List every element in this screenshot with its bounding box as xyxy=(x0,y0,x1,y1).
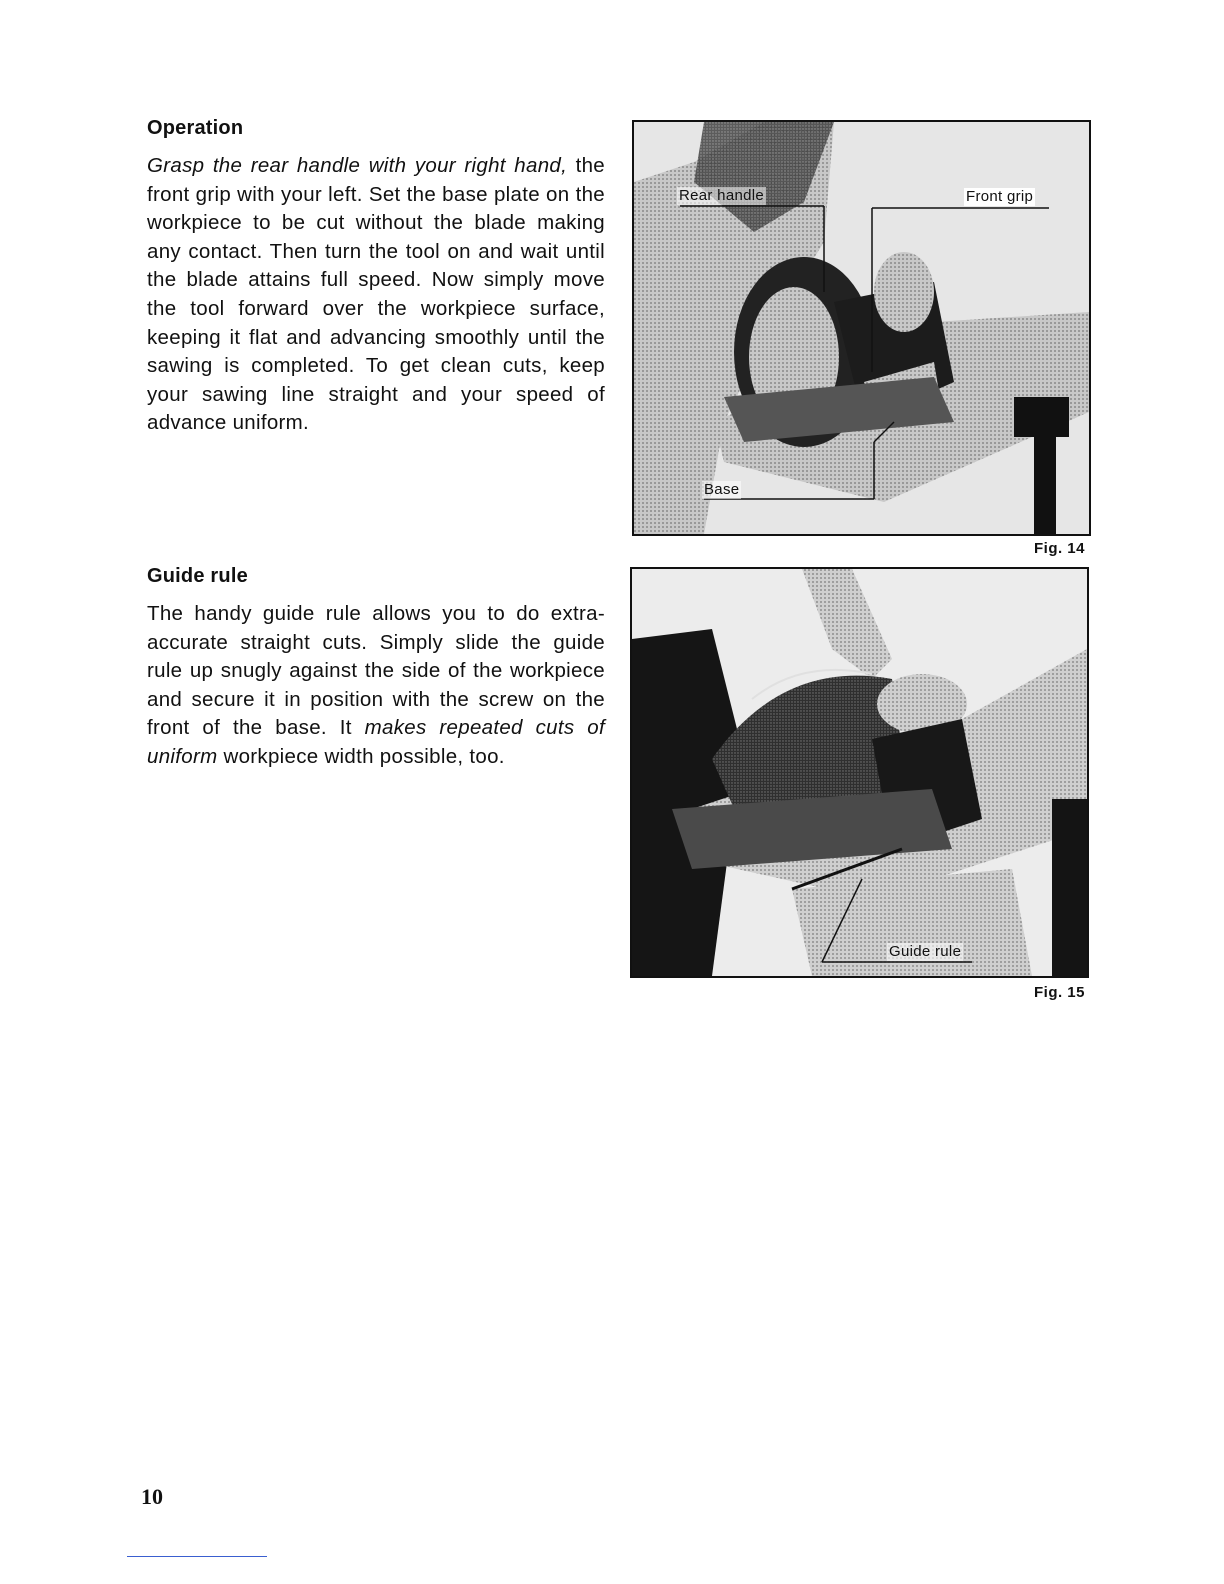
figure-15-caption: Fig. 15 xyxy=(1033,984,1085,1001)
operation-paragraph-italic: Grasp the rear handle with your right hand, xyxy=(147,154,568,177)
guide-rule-paragraph-text-1: The handy guide rule allows you to do extra-accurate straight cuts. Simply slide the guide rule up snugly against the side of the workpiece and secure it in position with the screw on the front of the base. It xyxy=(147,602,605,740)
figure-14-photo xyxy=(632,120,1091,536)
guide-rule-label: Guide rule xyxy=(889,943,962,960)
operation-paragraph xyxy=(147,152,605,438)
figure-15-illustration xyxy=(632,569,1087,976)
rear-handle-label: Rear handle xyxy=(679,187,765,204)
guide-rule-paragraph-italic: makes repeated cuts of uniform xyxy=(147,716,605,768)
guide-rule-section xyxy=(147,565,605,772)
operation-paragraph-text: the front grip with your left. Set the base plate on the workpiece to be cut without the blade making any contact. Then turn the tool on and wait until the blade attains full speed. Now simply move the tool forward over the workpiece surface, keeping it flat and advancing smoothly until the sawing is completed. To get clean cuts, keep your sawing line straight and your speed of advance uniform. xyxy=(147,154,605,435)
page-number: 10 xyxy=(141,1484,163,1509)
base-label: Base xyxy=(704,481,740,498)
operation-section xyxy=(147,117,605,438)
footer-rule xyxy=(127,1556,267,1557)
guide-rule-paragraph xyxy=(147,600,605,772)
operation-heading: Operation xyxy=(147,117,244,139)
figure-14-caption: Fig. 14 xyxy=(1033,540,1085,557)
figure-14-illustration xyxy=(634,122,1089,534)
front-grip-label: Front grip xyxy=(966,188,1034,205)
figure-15-photo xyxy=(630,567,1089,978)
guide-rule-heading: Guide rule xyxy=(147,565,248,587)
guide-rule-paragraph-text-2: workpiece width possible, too. xyxy=(223,744,505,768)
